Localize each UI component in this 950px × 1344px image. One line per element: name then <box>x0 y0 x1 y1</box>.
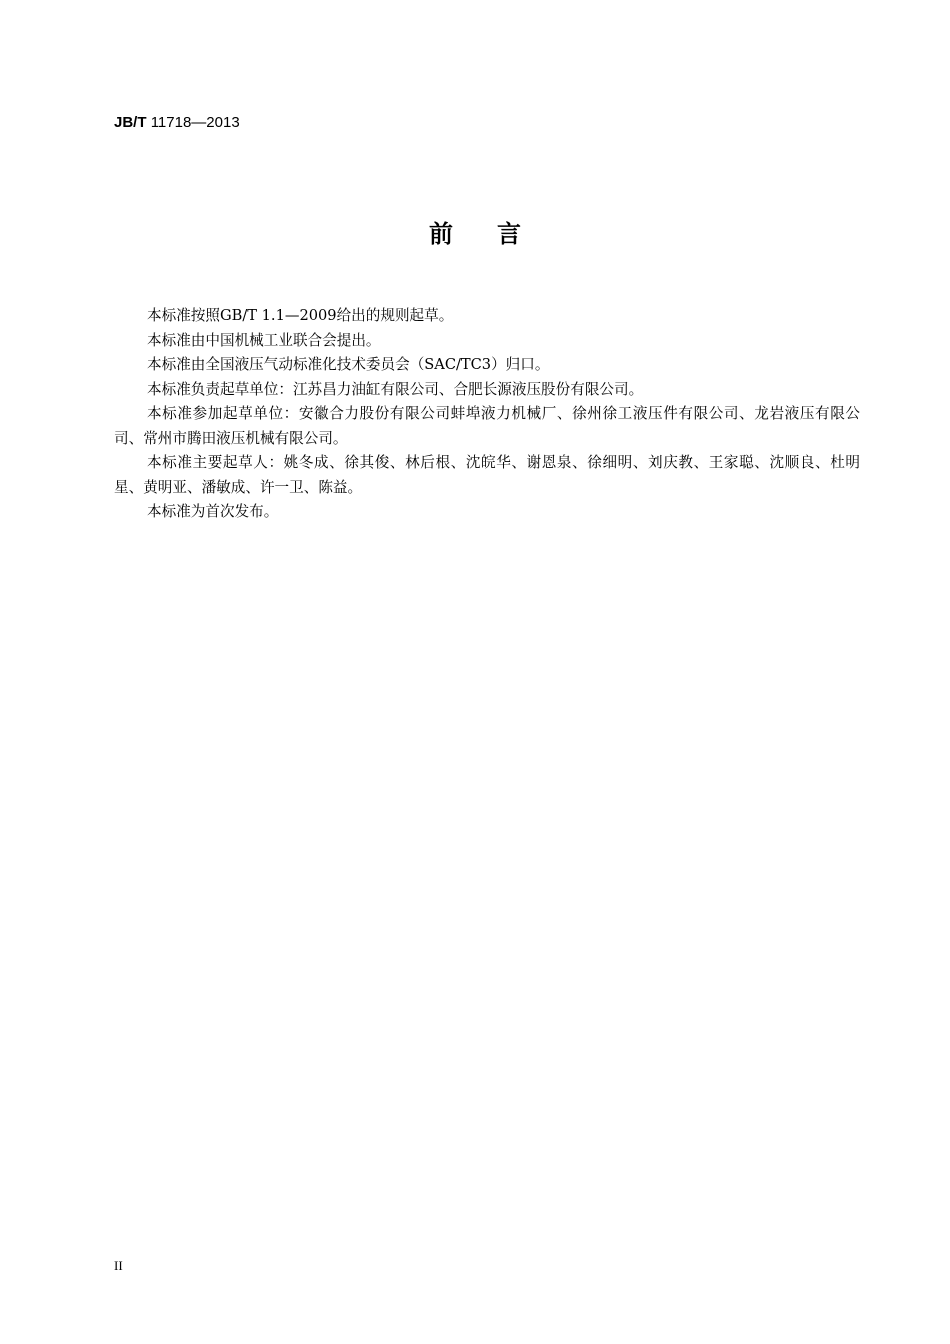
page-title: 前言 <box>429 220 565 248</box>
paragraph-main-drafters: 本标准主要起草人：姚冬成、徐其俊、林后根、沈皖华、谢恩泉、徐细明、刘庆教、王家聪、沈顺良、杜明星、黄明亚、潘敏成、许一卫、陈益。 <box>114 454 860 496</box>
document-code <box>114 114 240 132</box>
paragraph-drafting-rules: 本标准按照GB/T 1.1—2009给出的规则起草。 <box>147 307 454 324</box>
document-code-number: 11718—2013 <box>150 114 240 131</box>
paragraph-participating-drafters: 本标准参加起草单位：安徽合力股份有限公司蚌埠液力机械厂、徐州徐工液压件有限公司、龙岩液压有限公司、常州市腾田液压机械有限公司。 <box>114 405 860 447</box>
foreword-body <box>114 304 860 525</box>
page-number: II <box>114 1258 123 1273</box>
document-code-prefix: JB/T <box>114 114 147 131</box>
paragraph-administered-by: 本标准由全国液压气动标准化技术委员会（SAC/TC3）归口。 <box>147 356 550 373</box>
paragraph-first-release: 本标准为首次发布。 <box>147 503 279 520</box>
paragraph-proposed-by: 本标准由中国机械工业联合会提出。 <box>147 331 381 349</box>
paragraph-responsible-drafters: 本标准负责起草单位：江苏昌力油缸有限公司、合肥长源液压股份有限公司。 <box>147 380 644 398</box>
